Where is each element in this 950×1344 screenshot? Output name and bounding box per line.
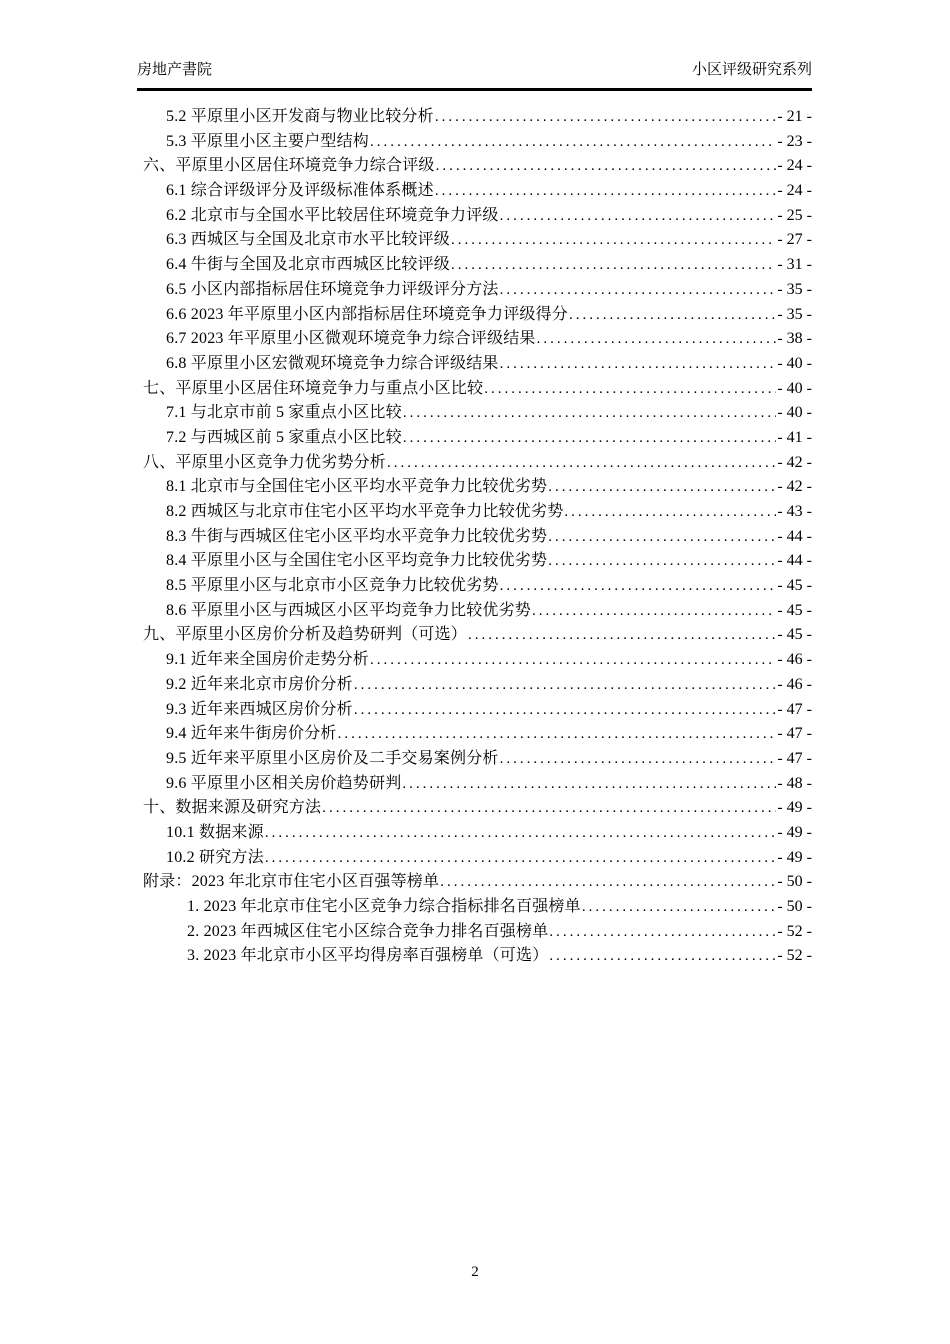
toc-entry-page: - 27 - — [777, 231, 812, 249]
toc-entry[interactable] — [137, 895, 812, 920]
toc-dot-leader — [564, 500, 776, 525]
toc-dot-leader — [387, 451, 776, 476]
toc-entry-label: 8.4 平原里小区与全国住宅小区平均竞争力比较优劣势 — [166, 552, 548, 570]
toc-entry-label: 9.5 近年来平原里小区房价及二手交易案例分析 — [166, 749, 499, 767]
toc-entry-page: - 43 - — [777, 503, 812, 520]
toc-entry-page: - 52 - — [777, 922, 812, 940]
toc-entry-page: - 23 - — [777, 132, 812, 150]
toc-dot-leader — [468, 623, 776, 648]
toc-entry-page: - 40 - — [777, 354, 812, 372]
toc-entry-label: 9.6 平原里小区相关房价趋势研判 — [166, 774, 402, 792]
toc-entry-page: - 45 - — [777, 577, 812, 595]
toc-entry-page: - 46 - — [777, 675, 812, 693]
toc-entry[interactable] — [137, 105, 812, 130]
toc-dot-leader — [500, 747, 777, 772]
toc-entry-page: - 47 - — [777, 725, 812, 743]
toc-dot-leader — [403, 401, 777, 426]
toc-entry[interactable] — [137, 648, 812, 673]
toc-entry-page: - 50 - — [777, 898, 812, 915]
toc-entry-label: 7.1 与北京市前 5 家重点小区比较 — [166, 404, 402, 422]
toc-dot-leader — [549, 920, 776, 945]
toc-dot-leader — [500, 278, 777, 303]
toc-entry[interactable] — [137, 944, 812, 969]
toc-entry[interactable] — [137, 599, 812, 624]
toc-entry[interactable] — [137, 772, 812, 797]
toc-entry[interactable] — [137, 821, 812, 846]
toc-entry-label: 9.3 近年来西城区房价分析 — [166, 700, 353, 718]
toc-entry[interactable] — [137, 870, 812, 895]
toc-entry-label: 九、平原里小区房价分析及趋势研判（可选） — [143, 626, 468, 644]
toc-dot-leader — [582, 895, 777, 920]
toc-dot-leader — [402, 772, 776, 797]
toc-entry-page: - 21 - — [777, 108, 812, 125]
toc-dot-leader — [451, 228, 776, 253]
toc-entry-page: - 52 - — [777, 947, 812, 965]
toc-entry-label: 6.8 平原里小区宏微观环境竞争力综合评级结果 — [166, 354, 499, 372]
toc-entry-page: - 47 - — [777, 700, 812, 718]
toc-dot-leader — [370, 130, 776, 155]
toc-dot-leader — [436, 154, 777, 179]
toc-entry-page: - 42 - — [777, 478, 812, 496]
toc-entry-page: - 41 - — [777, 428, 812, 446]
toc-dot-leader — [435, 179, 777, 204]
page-number: 2 — [471, 1264, 479, 1280]
toc-entry-label: 8.3 牛街与西城区住宅小区平均水平竞争力比较优劣势 — [166, 527, 548, 545]
toc-entry[interactable] — [137, 722, 812, 747]
toc-entry-label: 9.4 近年来牛街房价分析 — [166, 725, 337, 743]
toc-entry[interactable] — [137, 154, 812, 179]
toc-entry[interactable] — [137, 500, 812, 525]
toc-entry[interactable] — [137, 698, 812, 723]
toc-dot-leader — [440, 870, 776, 895]
toc-entry-label: 8.2 西城区与北京市住宅小区平均水平竞争力比较优劣势 — [166, 503, 564, 520]
toc-entry-page: - 40 - — [777, 379, 812, 397]
toc-entry[interactable] — [137, 179, 812, 204]
toc-dot-leader — [548, 475, 776, 500]
toc-entry[interactable] — [137, 673, 812, 698]
toc-entry-page: - 25 - — [777, 206, 812, 224]
toc-entry-page: - 40 - — [777, 404, 812, 422]
toc-dot-leader — [354, 698, 777, 723]
toc-entry-label: 6.7 2023 年平原里小区微观环境竞争力综合评级结果 — [166, 330, 536, 348]
toc-entry[interactable] — [137, 303, 812, 328]
toc-dot-leader — [549, 944, 776, 969]
toc-entry-label: 十、数据来源及研究方法 — [143, 799, 322, 817]
toc-entry-page: - 46 - — [777, 651, 812, 669]
toc-entry-label: 6.2 北京市与全国水平比较居住环境竞争力评级 — [166, 206, 499, 224]
toc-entry-page: - 24 - — [777, 182, 812, 200]
toc-entry[interactable] — [137, 574, 812, 599]
toc-entry-page: - 42 - — [777, 453, 812, 471]
toc-entry-label: 5.3 平原里小区主要户型结构 — [166, 132, 370, 150]
table-of-contents — [137, 105, 812, 969]
toc-entry-label: 6.3 西城区与全国及北京市水平比较评级 — [166, 231, 451, 249]
toc-dot-leader — [265, 846, 777, 871]
toc-entry-page: - 44 - — [777, 527, 812, 545]
toc-entry-label: 5.2 平原里小区开发商与物业比较分析 — [166, 108, 434, 125]
toc-entry-label: 9.2 近年来北京市房价分析 — [166, 675, 353, 693]
toc-dot-leader — [484, 377, 776, 402]
toc-entry-page: - 49 - — [777, 823, 812, 841]
toc-entry[interactable] — [137, 525, 812, 550]
toc-entry[interactable] — [137, 228, 812, 253]
header-left-text: 房地产書院 — [137, 61, 213, 78]
toc-entry-label: 8.6 平原里小区与西城区小区平均竞争力比较优劣势 — [166, 601, 532, 619]
toc-entry[interactable] — [137, 278, 812, 303]
toc-dot-leader — [548, 525, 776, 550]
toc-entry[interactable] — [137, 623, 812, 648]
toc-entry-label: 10.1 数据来源 — [166, 823, 264, 841]
toc-entry-page: - 24 - — [777, 157, 812, 175]
toc-entry-label: 3. 2023 年北京市小区平均得房率百强榜单（可选） — [187, 947, 549, 965]
toc-entry-label: 6.1 综合评级评分及评级标准体系概述 — [166, 182, 434, 200]
toc-dot-leader — [451, 253, 776, 278]
header-right-text: 小区评级研究系列 — [691, 61, 812, 78]
toc-entry-label: 6.4 牛街与全国及北京市西城区比较评级 — [166, 256, 451, 274]
toc-entry[interactable] — [137, 747, 812, 772]
toc-entry[interactable] — [137, 401, 812, 426]
toc-entry[interactable] — [137, 204, 812, 229]
toc-entry[interactable] — [137, 377, 812, 402]
toc-entry[interactable] — [137, 451, 812, 476]
toc-entry-label: 9.1 近年来全国房价走势分析 — [166, 651, 370, 669]
toc-entry-label: 10.2 研究方法 — [166, 848, 264, 866]
toc-entry-page: - 45 - — [777, 626, 812, 644]
toc-entry-label: 8.1 北京市与全国住宅小区平均水平竞争力比较优劣势 — [166, 478, 548, 496]
toc-entry-page: - 35 - — [777, 280, 812, 298]
toc-dot-leader — [500, 574, 777, 599]
page-header — [137, 59, 812, 91]
toc-entry-page: - 49 - — [777, 799, 812, 817]
toc-entry-page: - 44 - — [777, 552, 812, 570]
toc-dot-leader — [569, 303, 776, 328]
toc-entry[interactable] — [137, 426, 812, 451]
toc-entry-label: 2. 2023 年西城区住宅小区综合竞争力排名百强榜单 — [187, 922, 549, 940]
toc-dot-leader — [354, 673, 777, 698]
toc-entry[interactable] — [137, 475, 812, 500]
toc-dot-leader — [265, 821, 777, 846]
toc-entry[interactable] — [137, 920, 812, 945]
toc-entry-label: 7.2 与西城区前 5 家重点小区比较 — [166, 428, 402, 446]
toc-entry-label: 6.6 2023 年平原里小区内部指标居住环境竞争力评级得分 — [166, 305, 569, 323]
toc-dot-leader — [500, 352, 777, 377]
toc-entry-label: 八、平原里小区竞争力优劣势分析 — [143, 453, 387, 471]
toc-entry-page: - 47 - — [777, 749, 812, 767]
toc-entry[interactable] — [137, 130, 812, 155]
toc-dot-leader — [338, 722, 777, 747]
toc-entry-page: - 38 - — [777, 330, 812, 348]
toc-dot-leader — [537, 327, 777, 352]
toc-dot-leader — [532, 599, 776, 624]
toc-entry-page: - 45 - — [777, 601, 812, 619]
toc-entry-page: - 35 - — [777, 305, 812, 323]
toc-dot-leader — [370, 648, 776, 673]
toc-entry-label: 七、平原里小区居住环境竞争力与重点小区比较 — [143, 379, 484, 397]
toc-entry-page: - 31 - — [777, 256, 812, 274]
toc-dot-leader — [403, 426, 777, 451]
toc-entry[interactable] — [137, 253, 812, 278]
toc-entry-label: 6.5 小区内部指标居住环境竞争力评级评分方法 — [166, 280, 499, 298]
toc-entry-label: 六、平原里小区居住环境竞争力综合评级 — [143, 157, 435, 175]
toc-dot-leader — [500, 204, 777, 229]
toc-entry-page: - 50 - — [777, 873, 812, 891]
toc-entry[interactable] — [137, 846, 812, 871]
toc-entry[interactable] — [137, 352, 812, 377]
toc-dot-leader — [435, 105, 777, 130]
toc-entry-page: - 48 - — [777, 774, 812, 792]
toc-entry[interactable] — [137, 327, 812, 352]
toc-entry-page: - 49 - — [777, 848, 812, 866]
toc-entry-label: 8.5 平原里小区与北京市小区竞争力比较优劣势 — [166, 577, 499, 595]
toc-dot-leader — [548, 549, 776, 574]
toc-entry-label: 附录：2023 年北京市住宅小区百强等榜单 — [143, 873, 440, 891]
toc-dot-leader — [322, 796, 776, 821]
toc-entry[interactable] — [137, 796, 812, 821]
page-footer — [0, 1261, 950, 1283]
toc-entry-label: 1. 2023 年北京市住宅小区竞争力综合指标排名百强榜单 — [187, 898, 581, 915]
toc-entry[interactable] — [137, 549, 812, 574]
